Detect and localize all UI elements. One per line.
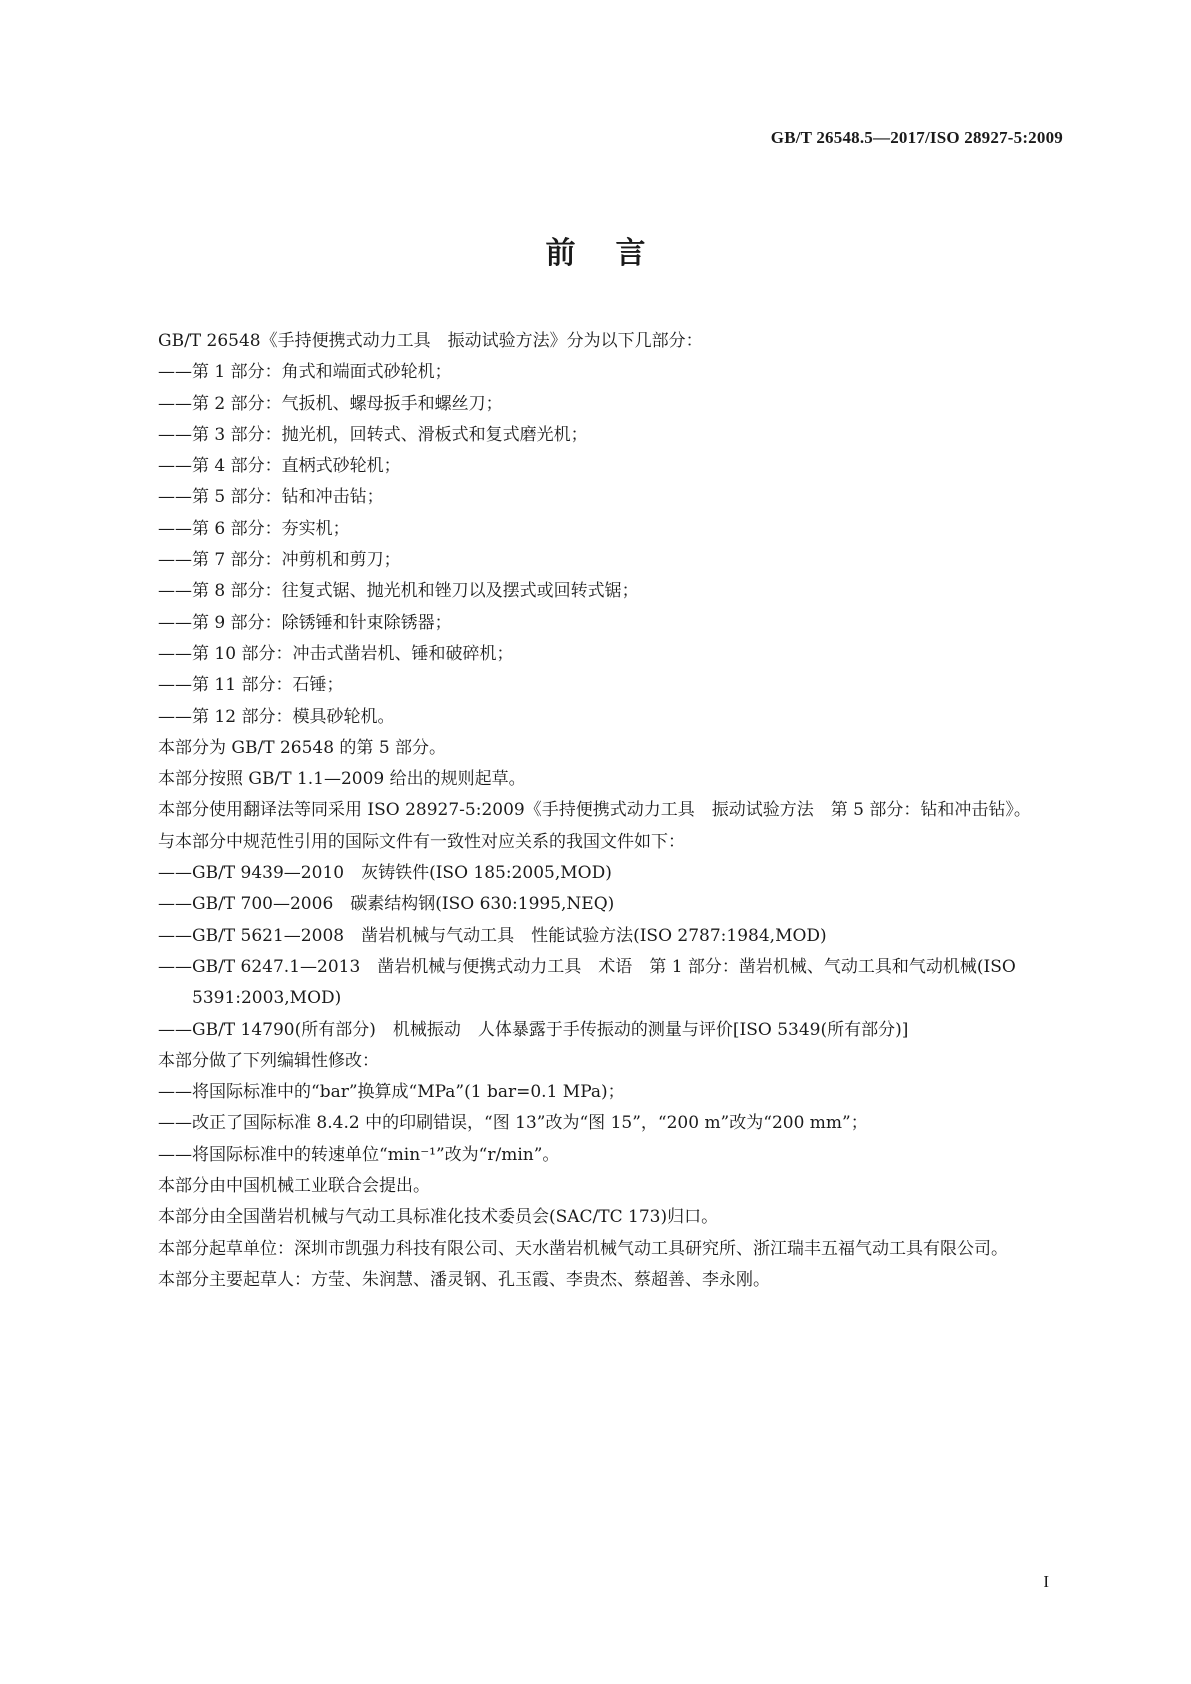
standard-number-header	[771, 128, 1063, 148]
part5-paragraph: 本部分为 GB/T 26548 的第 5 部分。	[158, 737, 447, 758]
rules-paragraph: 本部分按照 GB/T 1.1—2009 给出的规则起草。	[158, 769, 526, 790]
part-item-2: ——第 2 部分：气扳机、螺母扳手和螺丝刀；	[158, 393, 503, 414]
part-item-11: ——第 11 部分：石锤；	[158, 675, 344, 696]
standard-number: GB/T 26548.5—2017/ISO 28927-5:2009	[770, 128, 1063, 147]
page-number: I	[1043, 1572, 1049, 1591]
intro-paragraph: GB/T 26548《手持便携式动力工具 振动试验方法》分为以下几部分：	[158, 331, 703, 351]
part-item-5: ——第 5 部分：钻和冲击钻；	[158, 487, 384, 508]
reference-item: ——GB/T 700—2006 碳素结构钢(ISO 630:1995,NEQ)	[158, 894, 615, 915]
edit-item: ——将国际标准中的转速单位“min⁻¹”改为“r/min”。	[158, 1144, 560, 1165]
reference-item: ——GB/T 5621—2008 凿岩机械与气动工具 性能试验方法(ISO 2787:1984,MOD)	[158, 925, 827, 946]
part-item-7: ——第 7 部分：冲剪机和剪刀；	[158, 550, 401, 571]
translation-paragraph: 本部分使用翻译法等同采用 ISO 28927-5:2009《手持便携式动力工具 振动试验方法 第 5 部分：钻和冲击钻》。	[158, 800, 1031, 821]
part-item-9: ——第 9 部分：除锈锤和针束除锈器；	[158, 612, 452, 633]
proposed-paragraph: 本部分由中国机械工业联合会提出。	[158, 1176, 430, 1197]
page-title: 前言	[545, 236, 686, 271]
reference-item: ——GB/T 9439—2010 灰铸铁件(ISO 185:2005,MOD)	[158, 863, 612, 884]
part-item-12: ——第 12 部分：模具砂轮机。	[158, 706, 395, 727]
committee-paragraph: 本部分由全国凿岩机械与气动工具标准化技术委员会(SAC/TC 173)归口。	[158, 1207, 719, 1228]
edit-item: ——改正了国际标准 8.4.2 中的印刷错误，“图 13”改为“图 15”，“200 m”改为“200 mm”；	[158, 1113, 868, 1134]
part-item-6: ——第 6 部分：夯实机；	[158, 518, 350, 539]
part-item-3: ——第 3 部分：抛光机，回转式、滑板式和复式磨光机；	[158, 424, 588, 445]
foreword-body	[124, 326, 1066, 1296]
drafting-units-paragraph: 本部分起草单位：深圳市凯强力科技有限公司、天水凿岩机械气动工具研究所、浙江瑞丰五福气动工具有限公司。	[158, 1238, 1008, 1259]
part-item-10: ——第 10 部分：冲击式凿岩机、锤和破碎机；	[158, 643, 514, 664]
part-item-4: ——第 4 部分：直柄式砂轮机；	[158, 456, 401, 477]
edits-intro: 本部分做了下列编辑性修改：	[158, 1050, 379, 1071]
reference-item: ——GB/T 14790(所有部分) 机械振动 人体暴露于手传振动的测量与评价[ISO 5349(所有部分)]	[158, 1019, 909, 1040]
reference-item: ——GB/T 6247.1—2013 凿岩机械与便携式动力工具 术语 第 1 部分：凿岩机械、气动工具和气动机械(ISO 5391:2003,MOD)	[158, 956, 1016, 1009]
references-intro: 与本部分中规范性引用的国际文件有一致性对应关系的我国文件如下：	[158, 831, 685, 852]
part-item-1: ——第 1 部分：角式和端面式砂轮机；	[158, 362, 452, 383]
drafters-paragraph: 本部分主要起草人：方莹、朱润慧、潘灵钢、孔玉霞、李贵杰、蔡超善、李永刚。	[158, 1269, 770, 1290]
edit-item: ——将国际标准中的“bar”换算成“MPa”(1 bar=0.1 MPa)；	[158, 1082, 625, 1103]
part-item-8: ——第 8 部分：往复式锯、抛光机和锉刀以及摆式或回转式锯；	[158, 581, 639, 602]
